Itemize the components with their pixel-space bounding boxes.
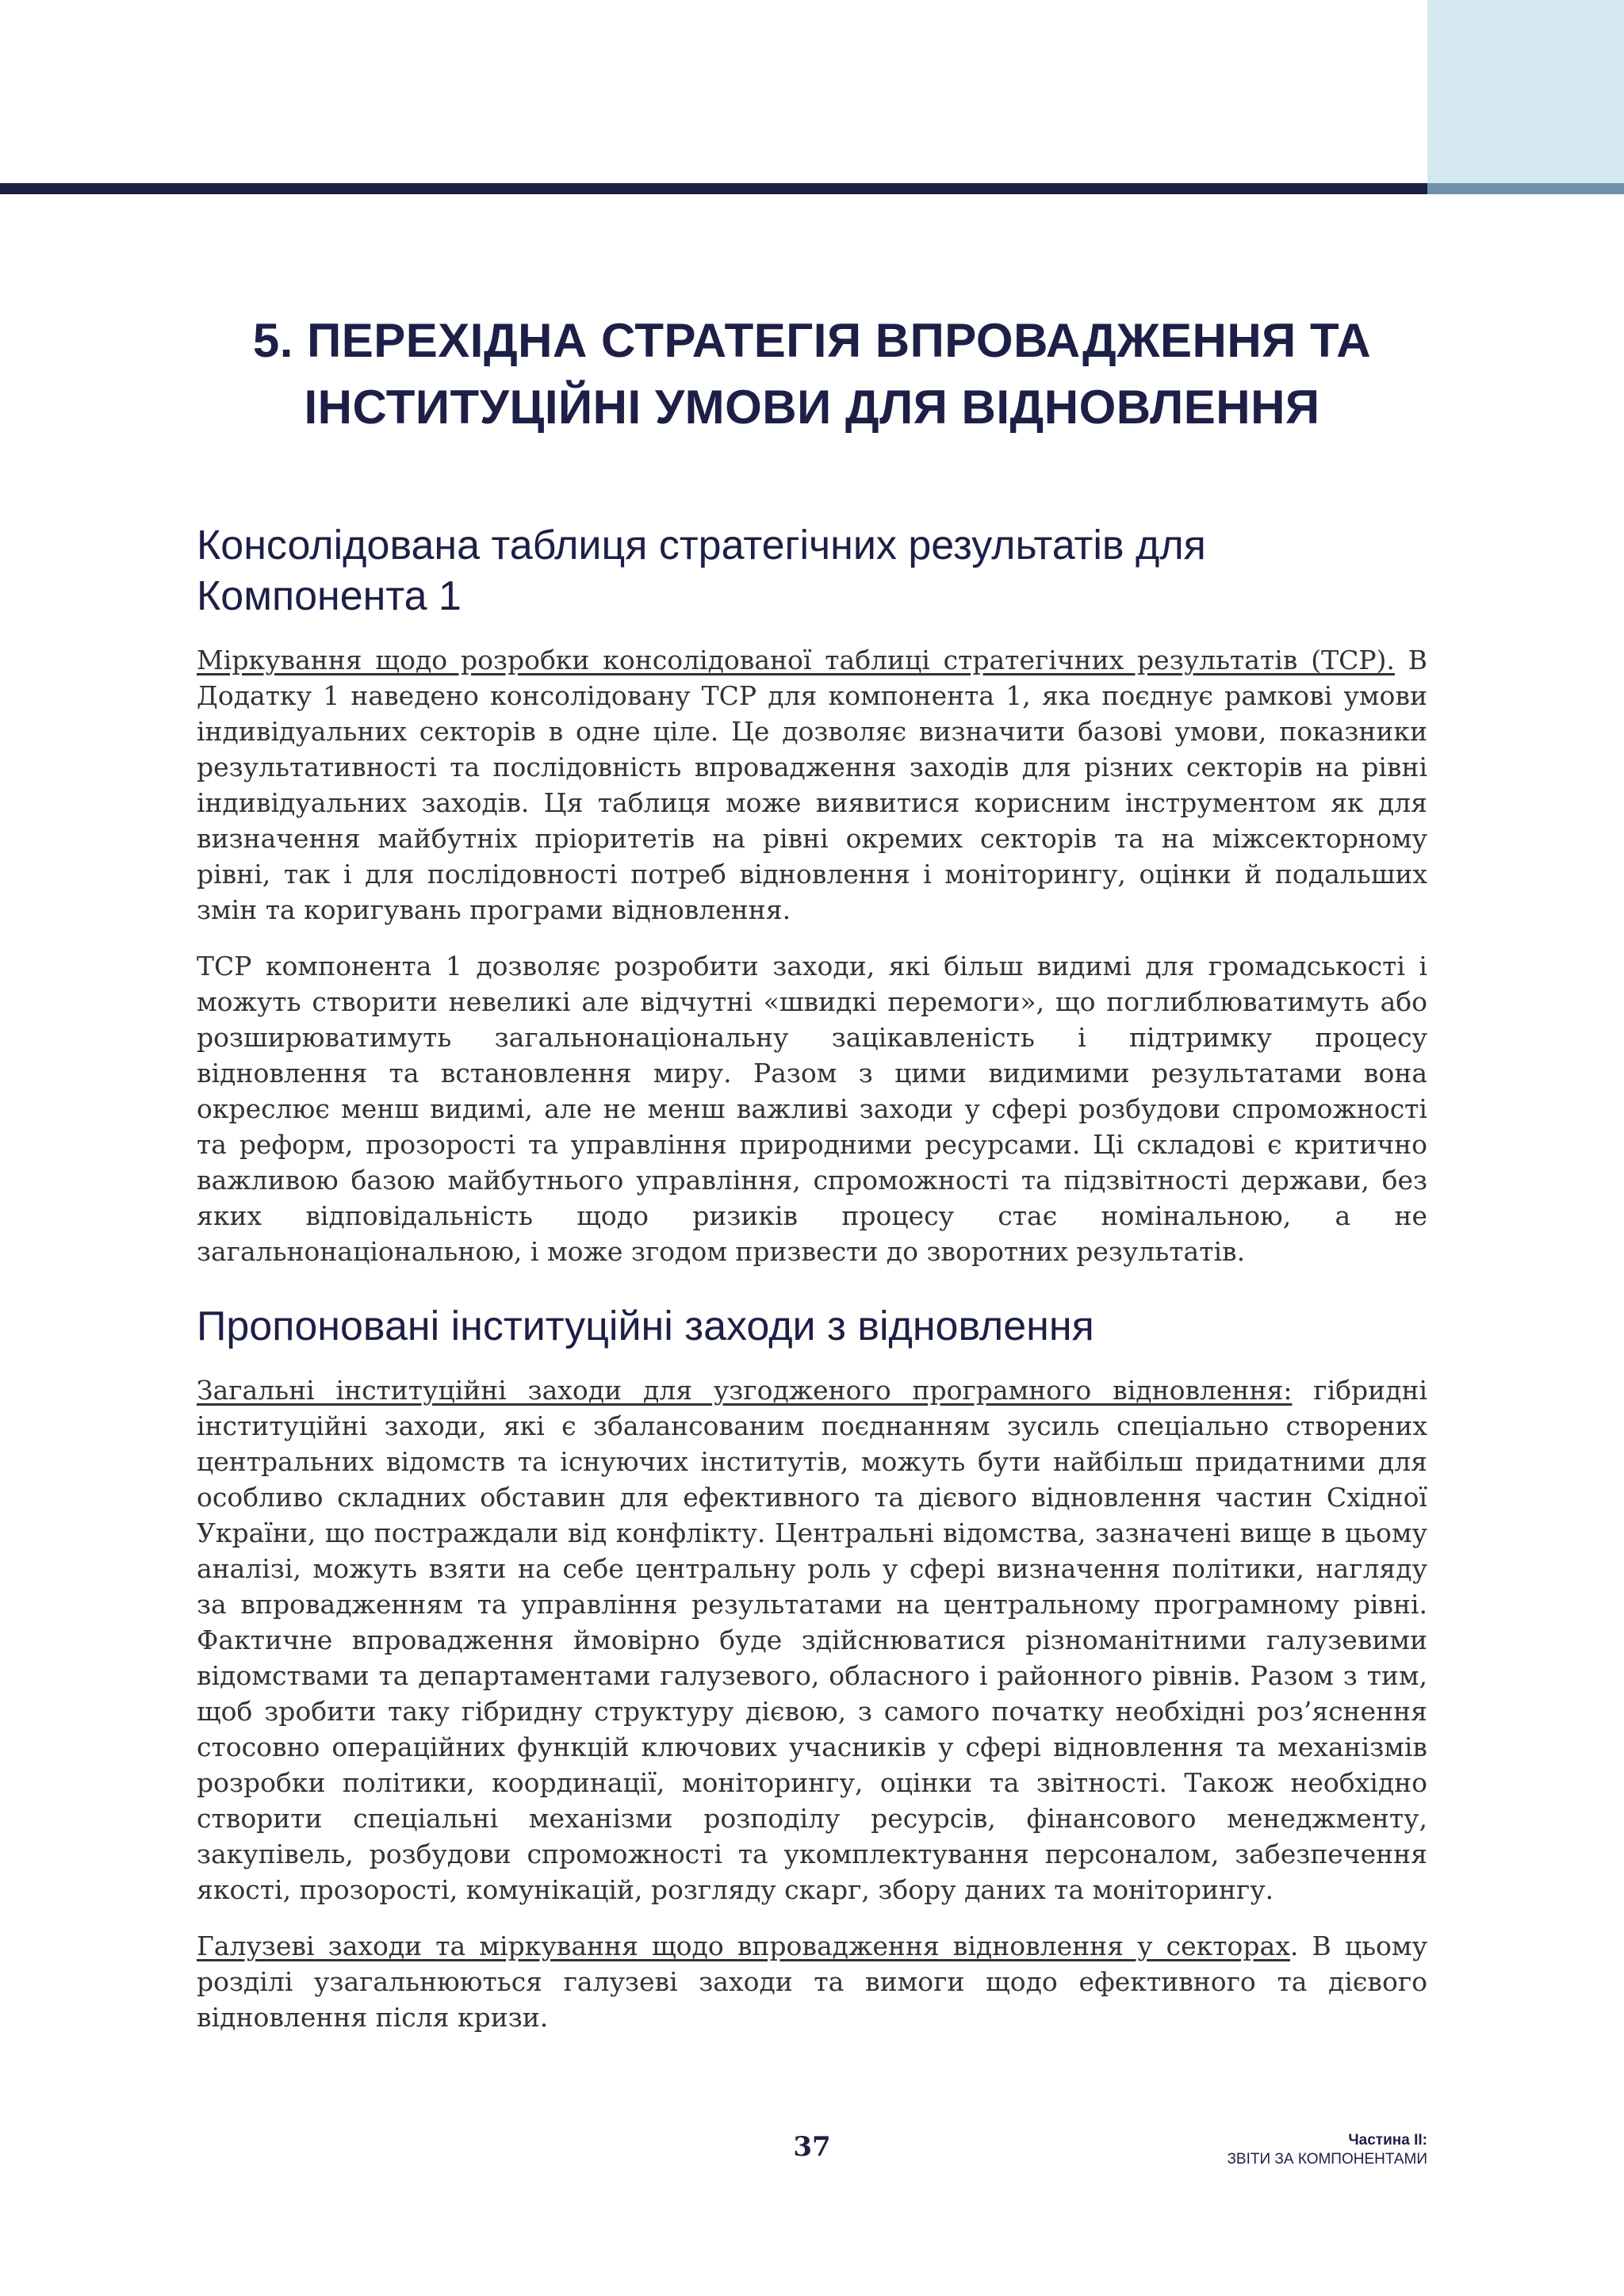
chapter-title: 5. ПЕРЕХІДНА СТРАТЕГІЯ ВПРОВАДЖЕННЯ ТА ІНСТИТУЦІЙНІ УМОВИ ДЛЯ ВІДНОВЛЕННЯ	[252, 314, 1372, 434]
paragraph-lead: Міркування щодо розробки консолідованої таблиці стратегічних результатів (ТСР).	[197, 645, 1395, 675]
section-heading-strategic-results: Консолідована таблиця стратегічних результатів для Компонента 1	[197, 522, 1206, 619]
footer-part-label	[1227, 2131, 1427, 2169]
paragraph	[197, 1928, 1427, 2035]
header-corner-block	[1427, 0, 1624, 186]
section-heading-institutional-measures: Пропоновані інституційні заходи з відновлення	[197, 1303, 1094, 1349]
paragraph-lead: Галузеві заходи та міркування щодо впровадження відновлення у секторах	[197, 1931, 1290, 1961]
footer-part-subtitle: ЗВІТИ ЗА КОМПОНЕНТАМИ	[1227, 2151, 1427, 2168]
page-content	[197, 308, 1427, 2056]
paragraph-lead: Загальні інституційні заходи для узгодженого програмного відновлення:	[197, 1375, 1293, 1406]
paragraph	[197, 948, 1427, 1269]
paragraph	[197, 1372, 1427, 1908]
footer-part: Частина ІІ:	[1348, 2132, 1427, 2149]
header-rule	[0, 183, 1427, 194]
paragraph-text: . В цьому розділі узагальнюються галузеві заходи та вимоги щодо ефективного та дієвого відновлення після кризи.	[197, 1931, 1427, 2033]
paragraph-text: ТСР компонента 1 дозволяє розробити заходи, які більш видимі для громадськості і можуть створити невеликі але відчутні «швидкі перемоги», що поглиблюватимуть або розширюватимуть загальнонаціональну зацікавленість і підтримку процесу відновлення та встановлення миру. Разом з цими видимими результатами вона окреслює менш видимі, але не менш важливі заходи у сфері розбудови спроможності та реформ, прозорості та управління природними ресурсами. Ці складові є критично важливою базою майбутнього управління, спроможності та підзвітності держави, без яких відповідальність щодо ризиків процесу стає номінальною, а не загальнонаціональною, і може згодом призвести до зворотних результатів.	[197, 951, 1427, 1267]
page-number: 37	[793, 2131, 831, 2163]
paragraph-text: В Додатку 1 наведено консолідовану ТСР для компонента 1, яка поєднує рамкові умови індивідуальних секторів в одне ціле. Це дозволяє визначити базові умови, показники результативності та послідовність впровадження заходів для різних секторів на рівні індивідуальних заходів. Ця таблиця може виявитися корисним інструментом як для визначення майбутніх пріоритетів на рівні окремих секторів та на міжсекторному рівні, так і для послідовності потреб відновлення і моніторингу, оцінки й подальших змін та коригувань програми відновлення.	[197, 645, 1427, 925]
paragraph	[197, 642, 1427, 928]
header-rule-accent	[1427, 183, 1624, 194]
paragraph-text: гібридні інституційні заходи, які є збалансованим поєднанням зусиль спеціально створених центральних відомств та існуючих інститутів, можуть бути найбільш придатними для особливо складних обставин для ефективного та дієвого відновлення частин Східної України, що постраждали від конфлікту. Центральні відомства, зазначені вище в цьому аналізі, можуть взяти на себе центральну роль у сфері визначення політики, нагляду за впровадженням та управління результатами на центральному програмному рівні. Фактичне впровадження ймовірно буде здійснюватися різноманітними галузевими відомствами та департаментами галузевого, обласного і районного рівнів. Разом з тим, щоб зробити таку гібридну структуру дієвою, з самого початку необхідні роз’яснення стосовно операційних функцій ключових учасників у сфері відновлення та механізмів розробки політики, координації, моніторингу, оцінки та звітності. Також необхідно створити спеціальні механізми розподілу ресурсів, фінансового менеджменту, закупівель, розбудови спроможності та укомплектування персоналом, забезпечення якості, прозорості, комунікацій, розгляду скарг, збору даних та моніторингу.	[197, 1375, 1427, 1905]
